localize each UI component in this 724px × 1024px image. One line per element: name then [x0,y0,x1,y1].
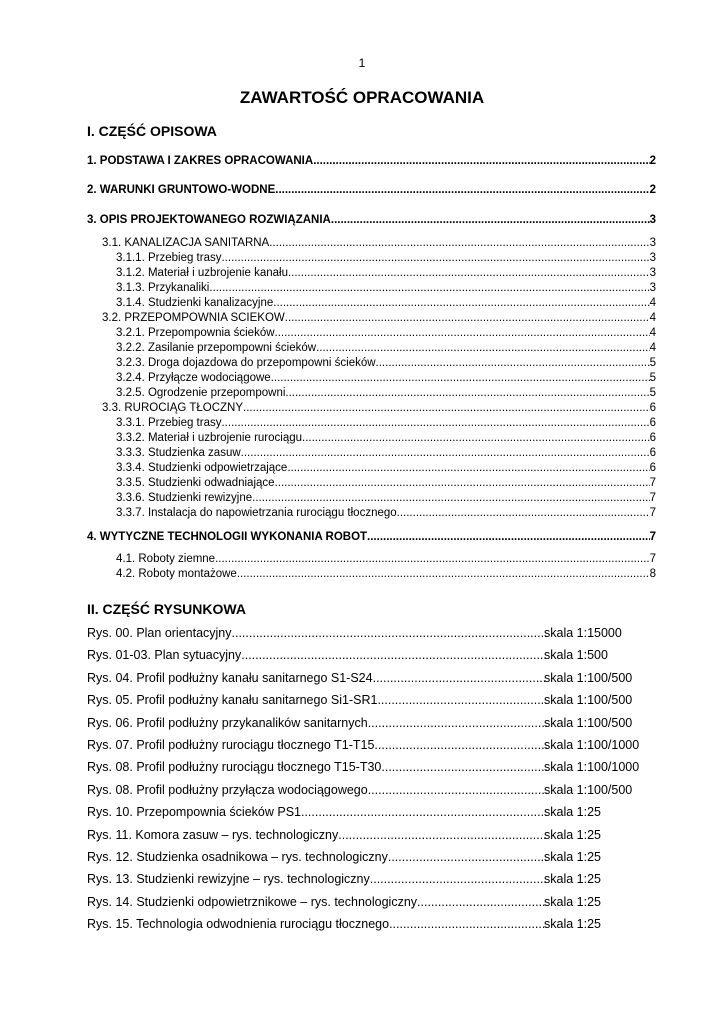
drawing-scale: skala 1:100/500 [544,693,633,707]
toc-leader-dots [302,432,650,444]
toc-entry [102,237,656,249]
toc-entry [116,553,656,565]
toc-entry-label: 3. OPIS PROJEKTOWANEGO ROZWIĄZANIA [87,214,331,226]
drawing-leader-dots [373,671,547,685]
drawing-leader-dots [388,850,547,864]
toc-entry-page: 2 [649,184,656,196]
drawing-entry [87,760,547,774]
toc-leader-dots [316,342,650,354]
drawing-scale: skala 1:25 [544,805,601,819]
drawing-label: Rys. 10. Przepompownia ścieków PS1 [87,805,301,819]
drawing-scale: skala 1:100/500 [544,716,633,730]
toc-entry [116,432,656,444]
drawing-scale: skala 1:25 [544,828,601,842]
toc-entry-label: 4.1. Roboty ziemne [116,553,216,565]
drawing-leader-dots [241,648,547,662]
drawing-entry [87,895,547,909]
drawing-scale: skala 1:100/500 [544,783,633,797]
drawing-scale: skala 1:500 [544,648,608,662]
toc-leader-dots [275,327,650,339]
toc-entry [116,267,656,279]
drawing-label: Rys. 15. Technologia odwodnienia rurociągu tłocznego [87,917,390,931]
toc-entry-page: 7 [649,477,656,489]
toc-entry-page: 8 [649,568,656,580]
toc-leader-dots [221,252,649,264]
toc-entry [116,417,656,429]
toc-entry-label: 3.3.5. Studzienki odwadniające [116,477,275,489]
toc-entry-label: 2. WARUNKI GRUNTOWO-WODNE [87,184,276,196]
drawing-label: Rys. 12. Studzienka osadnikowa – rys. technologiczny [87,850,388,864]
toc-leader-dots [252,492,649,504]
toc-leader-dots [271,372,650,384]
toc-entry-page: 6 [649,402,656,414]
toc-entry [102,312,656,324]
toc-entry-page: 7 [649,531,656,543]
drawing-label: Rys. 07. Profil podłużny rurociągu tłocznego T1-T15 [87,738,375,752]
drawing-label: Rys. 14. Studzienki odpowietrznikowe – rys. technologiczny [87,895,418,909]
drawing-scale: skala 1:25 [544,850,601,864]
toc-entry-page: 7 [649,492,656,504]
drawing-label: Rys. 08. Profil podłużny rurociągu tłocznego T15-T30 [87,760,382,774]
toc-leader-dots [367,531,650,543]
drawing-scale: skala 1:15000 [544,626,622,640]
toc-entry-page: 6 [649,432,656,444]
toc-entry [116,447,656,459]
drawing-label: Rys. 11. Komora zasuw – rys. technologiczny [87,828,339,842]
drawing-leader-dots [377,693,547,707]
toc-entry-label: 3.1.3. Przykanaliki [116,282,210,294]
toc-leader-dots [221,417,649,429]
drawing-label: Rys. 08. Profil podłużny przyłącza wodociągowego [87,783,368,797]
drawing-entry [87,828,547,842]
drawing-label: Rys. 00. Plan orientacyjny [87,626,232,640]
drawing-leader-dots [417,895,547,909]
toc-entry-page: 3 [649,214,656,226]
toc-entry [116,252,656,264]
toc-leader-dots [215,553,650,565]
toc-entry [116,357,656,369]
toc-entry-label: 4. WYTYCZNE TECHNOLOGII WYKONANIA ROBÓT [87,531,368,543]
drawing-scale: skala 1:100/1000 [544,738,640,752]
drawing-leader-dots [368,783,547,797]
toc-leader-dots [269,237,649,249]
drawing-leader-dots [370,872,547,886]
toc-entry [116,507,656,519]
drawing-scale: skala 1:25 [544,895,601,909]
toc-entry-label: 3.2.2. Zasilanie przepompowni ścieków [116,342,317,354]
toc-entry-label: 3.2.1. Przepompownia ścieków [116,327,275,339]
toc-leader-dots [288,267,650,279]
drawing-label: Rys. 01-03. Plan sytuacyjny [87,648,242,662]
drawing-scale: skala 1:25 [544,917,601,931]
toc-entry-label: 3.1.2. Materiał i uzbrojenie kanału [116,267,288,279]
drawing-leader-dots [374,738,547,752]
toc-leader-dots [285,312,650,324]
toc-leader-dots [313,155,649,167]
toc-entry-page: 6 [649,417,656,429]
toc-entry-label: 3.3.1. Przebieg trasy [116,417,222,429]
toc-leader-dots [275,184,649,196]
toc-entry [116,492,656,504]
toc-entry-page: 3 [649,267,656,279]
toc-entry [116,327,656,339]
toc-leader-dots [237,568,650,580]
toc-entry-label: 3.3. RUROCIĄG TŁOCZNY [102,402,244,414]
toc-entry-label: 3.2.4. Przyłącze wodociągowe [116,372,271,384]
toc-leader-dots [273,297,649,309]
toc-entry-label: 3.1. KANALIZACJA SANITARNA [102,237,270,249]
toc-entry-page: 7 [649,507,656,519]
drawing-entry [87,805,547,819]
toc-entry [87,184,656,196]
toc-entry [116,342,656,354]
toc-entry-label: 3.3.6. Studzienki rewizyjne [116,492,253,504]
toc-entry-page: 4 [649,327,656,339]
toc-entry-label: 3.3.2. Materiał i uzbrojenie rurociągu [116,432,303,444]
toc-entry [87,155,656,167]
toc-entry-page: 5 [649,372,656,384]
toc-leader-dots [275,477,650,489]
toc-entry-page: 6 [649,462,656,474]
toc-entry-page: 5 [649,357,656,369]
toc-entry-page: 6 [649,447,656,459]
toc-entry-label: 3.3.7. Instalacja do napowietrzania rurociągu tłocznego [116,507,397,519]
drawing-label: Rys. 04. Profil podłużny kanału sanitarnego S1-S24 [87,671,373,685]
drawing-entry [87,917,547,931]
toc-entry [87,531,656,543]
drawing-entry [87,850,547,864]
toc-entry-label: 3.2. PRZEPOMPOWNIA ŚCIEKÓW [102,312,285,324]
toc-entry [116,297,656,309]
toc-entry [102,402,656,414]
drawing-label: Rys. 06. Profil podłużny przykanalików sanitarnych [87,716,368,730]
toc-entry-page: 2 [649,155,656,167]
toc-entry-label: 1. PODSTAWA I ZAKRES OPRACOWANIA [87,155,314,167]
toc-leader-dots [209,282,649,294]
drawing-leader-dots [389,917,547,931]
toc-entry [87,214,656,226]
toc-entry [116,387,656,399]
toc-entry-page: 3 [649,237,656,249]
toc-entry [116,282,656,294]
drawing-leader-dots [232,626,547,640]
toc-entry-label: 3.3.4. Studzienki odpowietrzające [116,462,288,474]
toc-leader-dots [241,447,650,459]
toc-entry [116,477,656,489]
toc-leader-dots [287,462,649,474]
toc-entry [116,462,656,474]
drawing-entry [87,626,547,640]
drawing-entry [87,872,547,886]
drawing-scale: skala 1:100/500 [544,671,633,685]
drawing-leader-dots [381,760,547,774]
toc-entry-page: 7 [649,553,656,565]
toc-entry [116,568,656,580]
toc-entry-page: 4 [649,342,656,354]
toc-entry-label: 3.1.1. Przebieg trasy [116,252,222,264]
toc-entry-label: 4.2. Roboty montażowe [116,568,237,580]
toc-entry-label: 3.2.5. Ogrodzenie przepompowni [116,387,286,399]
toc-entry [116,372,656,384]
toc-entry-label: 3.3.3. Studzienka zasuw [116,447,241,459]
toc-leader-dots [397,507,650,519]
drawing-entry [87,671,547,685]
drawing-scale: skala 1:100/1000 [544,760,640,774]
drawing-leader-dots [338,828,547,842]
drawing-scale: skala 1:25 [544,872,601,886]
toc-leader-dots [331,214,650,226]
toc-entry-page: 4 [649,297,656,309]
toc-entry-label: 3.2.3. Droga dojazdowa do przepompowni ścieków [116,357,376,369]
drawing-entry [87,783,547,797]
drawing-entry [87,716,547,730]
drawing-entry [87,648,547,662]
toc-entry-page: 5 [649,387,656,399]
toc-leader-dots [376,357,650,369]
toc-leader-dots [243,402,650,414]
toc-entry-page: 3 [649,282,656,294]
drawing-label: Rys. 13. Studzienki rewizyjne – rys. technologiczny [87,872,370,886]
document-title: ZAWARTOŚĆ OPRACOWANIA [239,88,485,107]
part2-heading: II. CZĘŚĆ RYSUNKOWA [87,601,246,617]
drawing-entry [87,738,547,752]
toc-entry-label: 3.1.4. Studzienki kanalizacyjne [116,297,274,309]
part1-heading: I. CZĘŚĆ OPISOWA [87,123,217,139]
drawing-leader-dots [368,716,547,730]
drawing-entry [87,693,547,707]
toc-entry-page: 3 [649,252,656,264]
page-number: 1 [358,56,366,70]
toc-entry-page: 4 [649,312,656,324]
drawing-label: Rys. 05. Profil podłużny kanału sanitarnego Si1-SR1 [87,693,378,707]
drawing-leader-dots [301,805,547,819]
toc-leader-dots [285,387,649,399]
